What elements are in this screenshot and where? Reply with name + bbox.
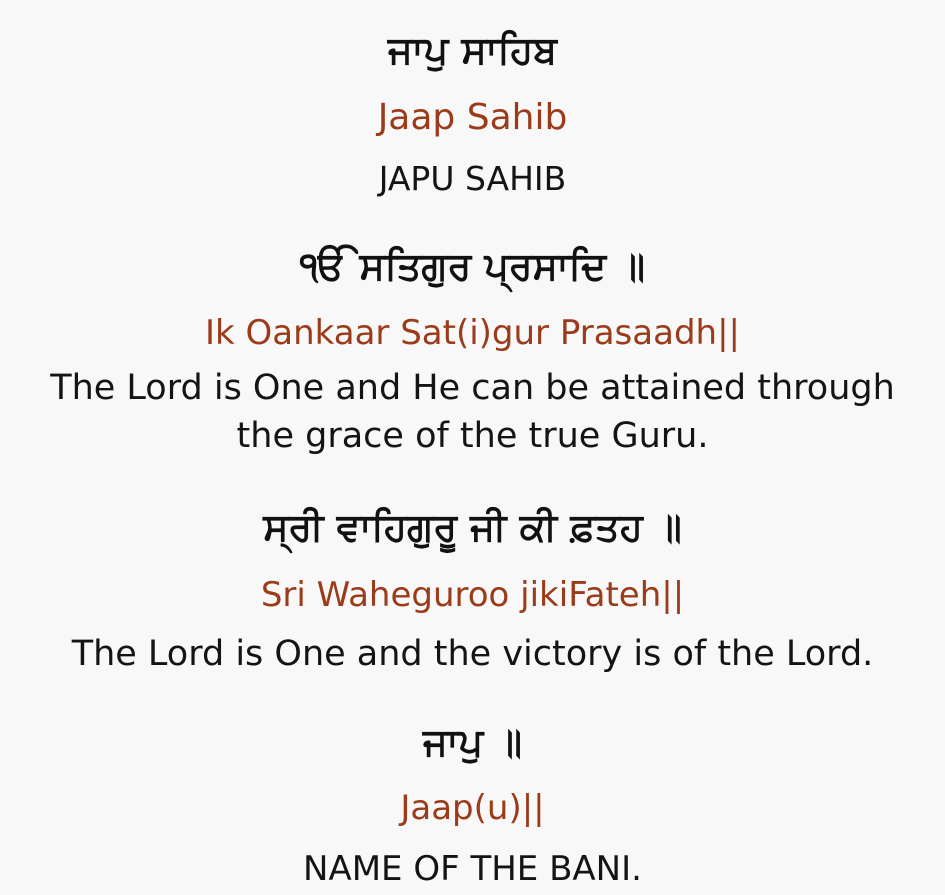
transliteration-verse-ik-oankaar: Ik Oankaar Sat(i)gur Prasaadh|| — [204, 313, 740, 353]
translation-verse-ik-oankaar — [0, 364, 945, 460]
translation-title: JAPU SAHIB — [378, 159, 567, 198]
translation-line: The Lord is One and He can be attained through — [50, 368, 895, 408]
gurmukhi-verse-jaap: ਜਾਪੁ ॥ — [422, 720, 523, 764]
transliteration-verse-jaap: Jaap(u)|| — [400, 788, 545, 828]
translation-verse-fateh: The Lord is One and the victory is of the Lord. — [71, 634, 874, 674]
transliteration-verse-fateh: Sri Waheguroo jikiFateh|| — [260, 575, 685, 615]
gurmukhi-title: ਜਾਪੁ ਸਾਹਿਬ — [388, 28, 557, 72]
transliteration-title: Jaap Sahib — [377, 97, 568, 138]
gurmukhi-verse-fateh: ਸ੍ਰੀ ਵਾਹਿਗੁਰੂ ਜੀ ਕੀ ਫ਼ਤਹ ॥ — [263, 505, 682, 549]
gurmukhi-verse-ik-oankaar: ੴ ਸਤਿਗੁਰ ਪ੍ਰਸਾਦਿ ॥ — [299, 244, 646, 288]
translation-verse-jaap: NAME OF THE BANI. — [303, 849, 642, 889]
translation-line: the grace of the true Guru. — [236, 416, 709, 456]
